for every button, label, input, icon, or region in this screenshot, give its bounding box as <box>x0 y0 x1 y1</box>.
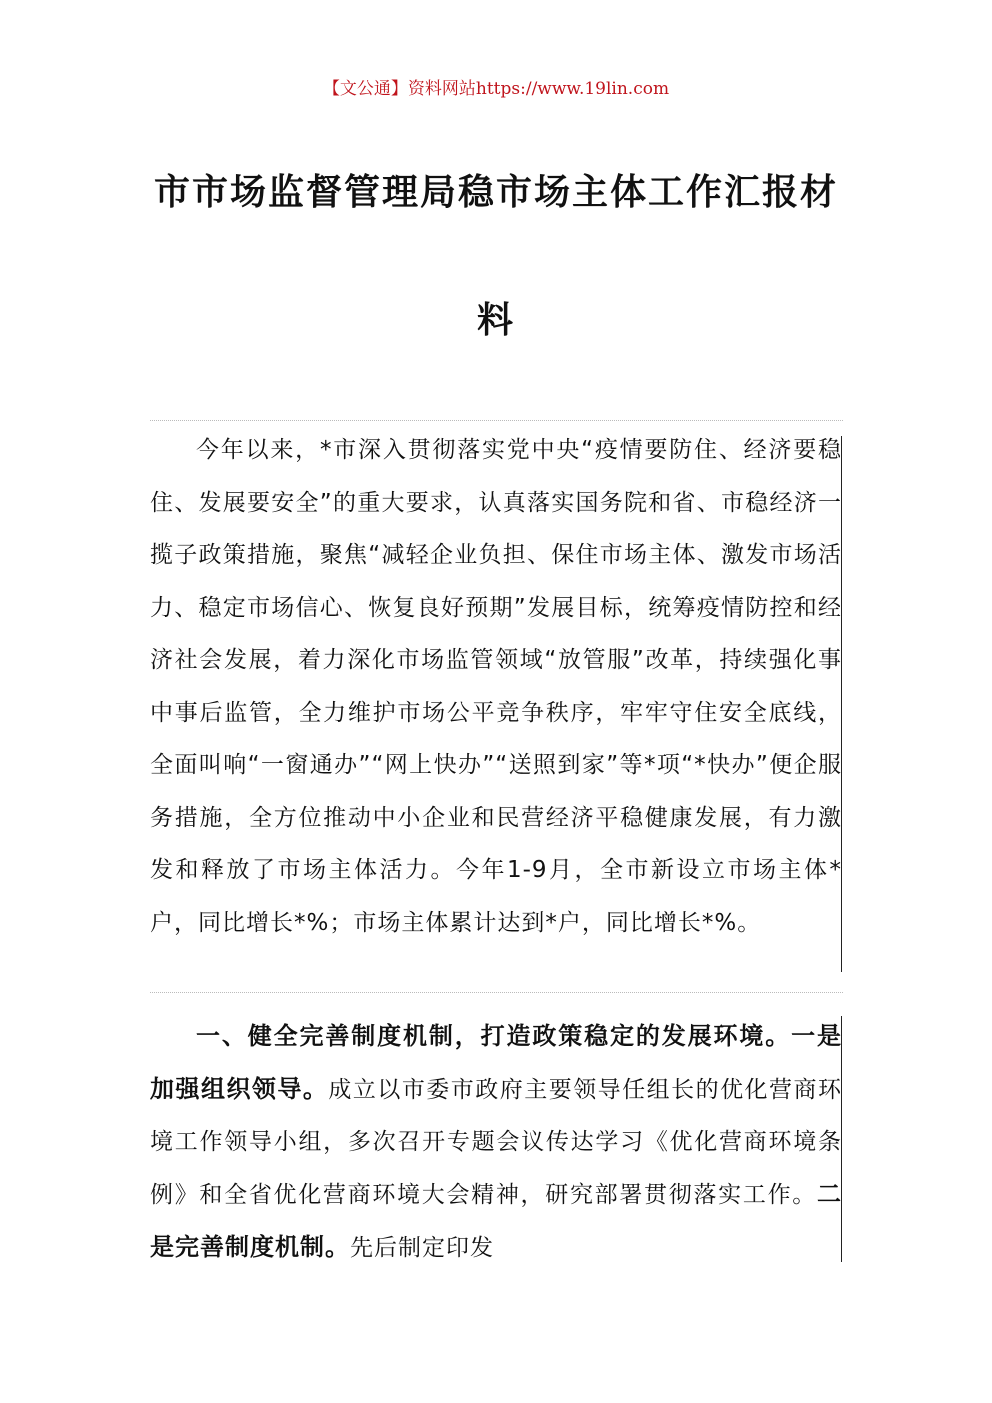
section1-heading: 一、健全完善制度机制，打造政策稳定的发展环境。 <box>196 1022 792 1050</box>
document-title-line2: 料 <box>476 299 515 341</box>
section1-point2-text: 先后制定印发 <box>350 1235 494 1261</box>
section1-point2-heading: 二是完善制度机制。 <box>150 1180 842 1261</box>
document-title-line1: 市市场监督管理局稳市场主体工作汇报材 <box>153 171 838 213</box>
section1-paragraph <box>150 1010 842 1274</box>
intro-paragraph: 今年以来，*市深入贯彻落实党中央“疫情要防住、经济要稳住、发展要安全”的重大要求，认真落实国务院和省、市稳经济一揽子政策措施，聚焦“减轻企业负担、保住市场主体、激发市场活力、稳定市场信心、恢复良好预期”发展目标，统筹疫情防控和经济社会发展，着力深化市场监管领域“放管服”改革，持续强化事中事后监管，全力维护市场公平竞争秩序，牢牢守住安全底线，全面叫响“一窗通办”“网上快办”“送照到家”等*项“*快办”便企服务措施，全方位推动中小企业和民营经济平稳健康发展，有力激发和释放了市场主体活力。今年1-9月，全市新设立市场主体*户，同比增长*%；市场主体累计达到*户，同比增长*%。 <box>150 437 842 936</box>
top-divider <box>150 420 843 421</box>
header-banner: 【文公通】资料网站https://www.19lin.com <box>322 79 670 99</box>
section-divider <box>150 992 843 993</box>
section1-point1-text: 成立以市委市政府主要领导任组长的优化营商环境工作领导小组，多次召开专题会议传达学习《优化营商环境条例》和全省优化营商环境大会精神，研究部署贯彻落实工作。 <box>150 1077 843 1208</box>
section1-point1-heading: 一是加强组织领导。 <box>150 1022 842 1103</box>
